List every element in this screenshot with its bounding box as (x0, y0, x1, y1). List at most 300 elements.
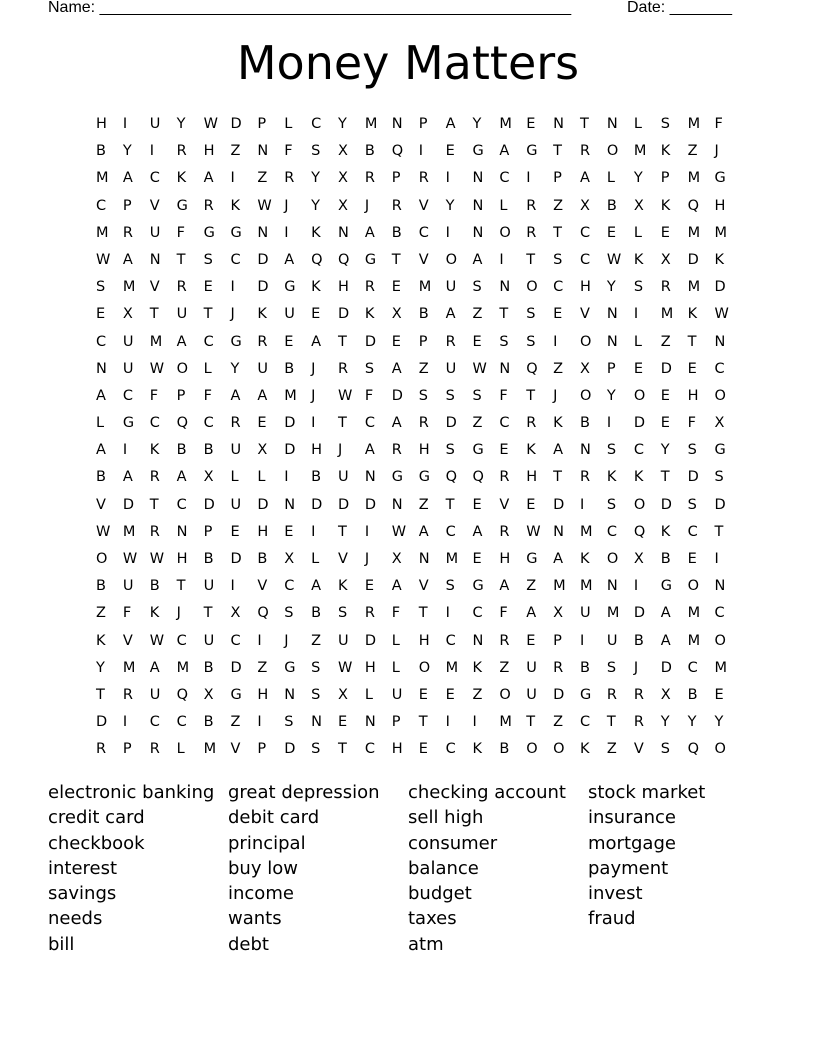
grid-letter: D (633, 605, 645, 622)
grid-letter: K (633, 469, 644, 486)
grid-letter: P (122, 741, 132, 758)
grid-letter: I (230, 279, 235, 296)
grid-letter: C (230, 632, 241, 649)
grid-letter: U (526, 659, 537, 676)
grid-letter: U (580, 605, 591, 622)
grid-letter: M (122, 523, 136, 540)
grid-letter: I (445, 224, 450, 241)
grid-letter: E (660, 224, 670, 241)
grid-letter: B (580, 415, 590, 432)
grid-letter: Q (311, 251, 323, 268)
grid-letter: C (580, 224, 591, 241)
grid-letter: M (687, 116, 701, 132)
grid-letter: Z (257, 659, 268, 676)
grid-letter: H (418, 442, 430, 459)
grid-letter: B (96, 143, 106, 160)
grid-letter: R (176, 279, 187, 296)
grid-letter: E (364, 578, 375, 595)
grid-letter: R (445, 333, 456, 350)
grid-letter: S (499, 333, 509, 350)
grid-letter: X (633, 551, 644, 567)
grid-letter: X (660, 251, 671, 268)
grid-letter: M (687, 170, 701, 187)
grid-letter: Z (553, 714, 564, 731)
grid-letter: D (230, 551, 242, 567)
grid-letter: W (526, 523, 541, 540)
grid-letter: T (687, 333, 697, 350)
grid-letter: R (284, 170, 295, 187)
grid-letter: M (122, 659, 136, 676)
grid-letter: S (284, 714, 294, 731)
grid-letter: D (257, 251, 269, 268)
word-list-item: checking account (408, 782, 566, 803)
grid-letter: O (714, 387, 726, 404)
grid-letter: B (96, 469, 106, 486)
grid-letter: F (149, 387, 159, 404)
grid-letter: Y (445, 197, 455, 214)
grid-letter: A (472, 251, 483, 268)
grid-letter: V (149, 197, 160, 214)
grid-letter: H (257, 523, 269, 540)
grid-letter: K (149, 442, 160, 459)
grid-letter: A (203, 170, 214, 187)
grid-letter: L (311, 551, 320, 567)
grid-letter: S (687, 496, 697, 513)
grid-letter: O (633, 496, 646, 513)
grid-letter: K (687, 306, 698, 323)
grid-letter: G (230, 333, 242, 350)
grid-letter: I (364, 523, 370, 540)
grid-letter: D (338, 496, 350, 513)
grid-letter: J (176, 605, 181, 622)
grid-letter: K (472, 741, 482, 758)
grid-letter: N (284, 686, 296, 703)
grid-letter: R (418, 415, 429, 432)
grid-letter: M (633, 143, 647, 160)
grid-letter: K (257, 306, 267, 323)
grid-letter: U (230, 442, 242, 459)
grid-letter: E (311, 306, 321, 323)
grid-letter: E (418, 686, 428, 703)
word-list-item: needs (48, 908, 103, 930)
grid-letter: K (149, 605, 160, 622)
grid-letter: S (311, 659, 321, 676)
grid-letter: D (203, 496, 215, 513)
grid-letter: A (445, 116, 456, 132)
grid-letter: A (553, 551, 564, 567)
grid-letter: N (472, 170, 484, 187)
grid-letter: K (176, 170, 187, 187)
grid-letter: N (472, 632, 484, 649)
grid-letter: D (364, 632, 377, 649)
grid-letter: Z (311, 632, 322, 649)
grid-letter: R (338, 360, 349, 377)
grid-letter: T (499, 306, 509, 323)
grid-letter: K (580, 551, 590, 567)
grid-letter: R (526, 197, 537, 214)
grid-letter: A (660, 605, 671, 622)
grid-letter: R (391, 442, 402, 459)
grid-letter: R (364, 279, 375, 296)
grid-letter: W (338, 659, 353, 676)
grid-letter: I (472, 714, 477, 731)
grid-letter: I (445, 714, 450, 731)
grid-letter: M (96, 224, 109, 241)
grid-letter: J (364, 197, 370, 214)
grid-letter: K (472, 659, 482, 676)
grid-letter: C (633, 442, 644, 459)
grid-letter: B (203, 551, 214, 567)
grid-letter: M (714, 224, 727, 241)
grid-letter: N (364, 469, 376, 486)
grid-letter: B (364, 143, 375, 160)
grid-letter: A (472, 523, 483, 540)
word-list-item: budget (408, 883, 472, 905)
grid-letter: J (553, 387, 558, 404)
grid-letter: S (445, 442, 455, 459)
grid-letter: A (311, 578, 322, 595)
grid-letter: E (660, 415, 670, 432)
grid-letter: S (311, 686, 321, 703)
grid-letter: A (445, 306, 456, 323)
grid-letter: Y (176, 116, 186, 132)
grid-letter: R (122, 224, 133, 241)
grid-letter: U (445, 279, 457, 296)
grid-letter: E (418, 741, 428, 758)
word-list-item: fraud (588, 908, 636, 930)
grid-letter: U (203, 578, 215, 595)
grid-letter: X (391, 551, 402, 567)
grid-letter: A (364, 442, 375, 459)
grid-letter: T (149, 306, 159, 323)
grid-letter: E (499, 442, 509, 459)
grid-letter: N (257, 143, 269, 160)
grid-letter: M (364, 116, 378, 132)
grid-letter: Q (176, 415, 189, 432)
grid-letter: G (284, 659, 296, 676)
grid-letter: H (687, 387, 699, 404)
grid-letter: A (391, 415, 402, 432)
grid-letter: D (230, 116, 242, 132)
grid-letter: B (149, 578, 160, 595)
grid-letter: Q (391, 143, 404, 160)
grid-letter: D (122, 496, 135, 513)
grid-letter: W (257, 197, 272, 214)
grid-letter: C (714, 360, 725, 377)
grid-letter: T (418, 605, 428, 622)
grid-letter: N (606, 578, 618, 595)
grid-letter: O (526, 279, 538, 296)
grid-letter: T (176, 578, 186, 595)
grid-letter: C (230, 251, 241, 268)
grid-letter: O (580, 333, 592, 350)
grid-letter: U (526, 686, 537, 703)
grid-letter: X (338, 686, 348, 703)
grid-letter: C (96, 333, 107, 350)
grid-letter: C (284, 578, 295, 595)
grid-letter: K (606, 469, 617, 486)
grid-letter: T (203, 605, 213, 622)
grid-letter: M (660, 306, 674, 323)
grid-letter: H (96, 116, 107, 132)
grid-letter: B (203, 659, 214, 676)
grid-letter: U (176, 306, 188, 323)
grid-letter: F (714, 116, 723, 132)
grid-letter: A (391, 360, 402, 377)
grid-letter: S (606, 442, 617, 459)
grid-letter: R (391, 197, 402, 214)
grid-letter: W (391, 523, 407, 540)
grid-letter: V (257, 578, 268, 595)
grid-letter: S (606, 496, 617, 513)
grid-letter: X (230, 605, 241, 622)
grid-letter: Y (338, 116, 347, 132)
grid-letter: R (176, 143, 187, 160)
grid-letter: G (176, 197, 188, 214)
grid-letter: M (96, 170, 109, 187)
grid-letter: R (149, 741, 160, 758)
grid-letter: X (338, 143, 348, 160)
grid-letter: A (311, 333, 322, 350)
grid-letter: B (311, 605, 322, 622)
grid-letter: Q (338, 251, 350, 268)
grid-letter: M (445, 551, 459, 567)
grid-letter: M (203, 741, 217, 758)
grid-letter: X (122, 306, 133, 323)
grid-letter: P (418, 116, 428, 132)
grid-letter: C (687, 523, 698, 540)
grid-letter: R (580, 469, 591, 486)
grid-letter: S (553, 251, 563, 268)
grid-letter: D (391, 387, 403, 404)
grid-letter: R (526, 224, 537, 241)
grid-letter: G (203, 224, 215, 241)
grid-letter: I (257, 714, 262, 731)
grid-letter: Z (418, 360, 429, 377)
grid-letter: U (149, 116, 161, 132)
grid-letter: S (714, 469, 724, 486)
grid-letter: D (364, 333, 377, 350)
grid-letter: R (230, 415, 241, 432)
grid-letter: K (633, 251, 644, 268)
grid-letter: P (660, 170, 670, 187)
grid-letter: O (606, 143, 619, 160)
grid-letter: R (203, 197, 214, 214)
grid-letter: X (284, 551, 295, 567)
grid-letter: I (553, 333, 558, 350)
grid-letter: U (338, 632, 349, 649)
grid-letter: S (660, 116, 670, 132)
grid-letter: W (203, 116, 218, 132)
grid-letter: Z (606, 741, 617, 758)
grid-letter: N (606, 306, 618, 323)
grid-letter: L (633, 224, 642, 241)
grid-letter: L (230, 469, 239, 486)
grid-letter: M (580, 578, 593, 595)
grid-letter: R (122, 686, 133, 703)
grid-letter: W (96, 251, 111, 268)
grid-letter: Y (96, 659, 105, 676)
grid-letter: N (364, 714, 376, 731)
grid-letter: I (580, 632, 585, 649)
grid-letter: C (364, 741, 376, 758)
grid-letter: X (580, 197, 590, 214)
grid-letter: M (176, 659, 190, 676)
grid-letter: J (714, 143, 719, 160)
grid-letter: N (499, 360, 511, 377)
grid-letter: I (284, 224, 289, 241)
grid-letter: A (122, 469, 133, 486)
grid-letter: S (526, 306, 536, 323)
word-search-grid (96, 111, 741, 764)
grid-letter: E (472, 496, 482, 513)
grid-letter: O (526, 741, 538, 758)
grid-letter: A (96, 387, 106, 404)
grid-letter: W (149, 551, 165, 567)
grid-letter: W (149, 632, 165, 649)
grid-letter: M (687, 224, 701, 241)
grid-letter: W (338, 387, 353, 404)
grid-letter: E (553, 306, 563, 323)
grid-letter: S (660, 741, 670, 758)
grid-letter: Q (633, 523, 646, 540)
grid-letter: C (176, 714, 187, 731)
grid-letter: T (203, 306, 213, 323)
grid-letter: K (660, 197, 671, 214)
grid-letter: K (338, 578, 348, 595)
grid-letter: R (526, 415, 537, 432)
word-list-item: electronic banking (48, 782, 215, 803)
grid-letter: I (633, 306, 639, 323)
grid-letter: R (257, 333, 268, 350)
word-list-item: sell high (408, 807, 484, 829)
grid-letter: V (96, 496, 106, 513)
grid-letter: Z (230, 143, 241, 160)
word-list-item: great depression (228, 782, 380, 803)
grid-letter: Z (660, 333, 671, 350)
grid-letter: K (311, 279, 321, 296)
grid-letter: S (418, 387, 428, 404)
grid-letter: X (338, 197, 348, 214)
grid-letter: I (418, 143, 423, 160)
grid-letter: S (96, 279, 106, 296)
grid-letter: T (96, 686, 105, 703)
grid-letter: E (203, 279, 213, 296)
grid-letter: N (257, 224, 269, 241)
grid-letter: G (122, 415, 135, 432)
grid-letter: A (580, 170, 590, 187)
grid-letter: N (418, 551, 430, 567)
grid-letter: U (122, 578, 134, 595)
grid-letter: A (553, 442, 564, 459)
grid-letter: N (149, 251, 161, 268)
grid-letter: S (445, 387, 455, 404)
grid-letter: Z (553, 197, 564, 214)
grid-letter: Q (687, 197, 700, 214)
grid-letter: H (176, 551, 188, 567)
grid-letter: K (553, 415, 563, 432)
grid-letter: X (714, 415, 725, 432)
grid-letter: L (391, 659, 400, 676)
grid-letter: A (499, 578, 510, 595)
grid-letter: T (553, 469, 562, 486)
grid-letter: S (472, 279, 482, 296)
grid-letter: Q (472, 469, 484, 486)
grid-letter: W (122, 551, 138, 567)
word-list-item: insurance (588, 807, 677, 829)
grid-letter: J (338, 442, 343, 459)
grid-letter: S (284, 605, 294, 622)
grid-letter: R (633, 686, 644, 703)
grid-letter: T (580, 116, 589, 132)
grid-letter: B (660, 551, 671, 567)
grid-letter: V (149, 279, 160, 296)
grid-letter: A (149, 659, 160, 676)
word-list-item: wants (228, 908, 282, 930)
grid-letter: D (660, 659, 672, 676)
grid-letter: V (122, 632, 133, 649)
grid-letter: D (445, 415, 457, 432)
grid-letter: G (230, 686, 242, 703)
grid-letter: E (606, 224, 617, 241)
word-list-column (408, 780, 588, 955)
grid-letter: Y (687, 714, 697, 731)
grid-letter: H (499, 551, 511, 567)
grid-letter: R (553, 659, 564, 676)
grid-letter: D (364, 496, 377, 513)
grid-letter: E (284, 523, 294, 540)
grid-letter: K (526, 442, 536, 459)
word-list-column (48, 780, 228, 955)
grid-letter: I (122, 442, 128, 459)
grid-letter: I (122, 714, 128, 731)
grid-letter: T (176, 251, 186, 268)
grid-letter: J (230, 306, 235, 323)
grid-letter: E (687, 360, 697, 377)
grid-letter: M (687, 605, 701, 622)
grid-letter: V (418, 251, 429, 268)
grid-letter: F (391, 605, 401, 622)
grid-letter: X (660, 686, 671, 703)
grid-letter: M (149, 333, 163, 350)
grid-letter: G (472, 143, 484, 160)
grid-letter: R (660, 279, 671, 296)
grid-letter: B (203, 442, 214, 459)
grid-letter: T (660, 469, 670, 486)
grid-letter: J (284, 632, 289, 649)
grid-letter: H (580, 279, 591, 296)
grid-letter: C (499, 170, 510, 187)
grid-letter: O (499, 686, 511, 703)
grid-letter: V (418, 197, 429, 214)
grid-letter: I (230, 170, 235, 187)
grid-letter: H (364, 659, 376, 676)
grid-letter: T (714, 523, 724, 540)
grid-letter: N (311, 714, 322, 731)
grid-letter: G (391, 469, 404, 486)
grid-letter: F (203, 387, 212, 404)
grid-letter: P (391, 714, 401, 731)
grid-letter: A (122, 170, 133, 187)
grid-letter: G (364, 251, 377, 268)
grid-letter: K (714, 251, 724, 268)
grid-letter: G (660, 578, 672, 595)
grid-letter: F (499, 605, 508, 622)
grid-letter: T (391, 251, 401, 268)
grid-letter: T (526, 387, 536, 404)
grid-letter: N (499, 279, 511, 296)
grid-letter: B (391, 224, 402, 241)
